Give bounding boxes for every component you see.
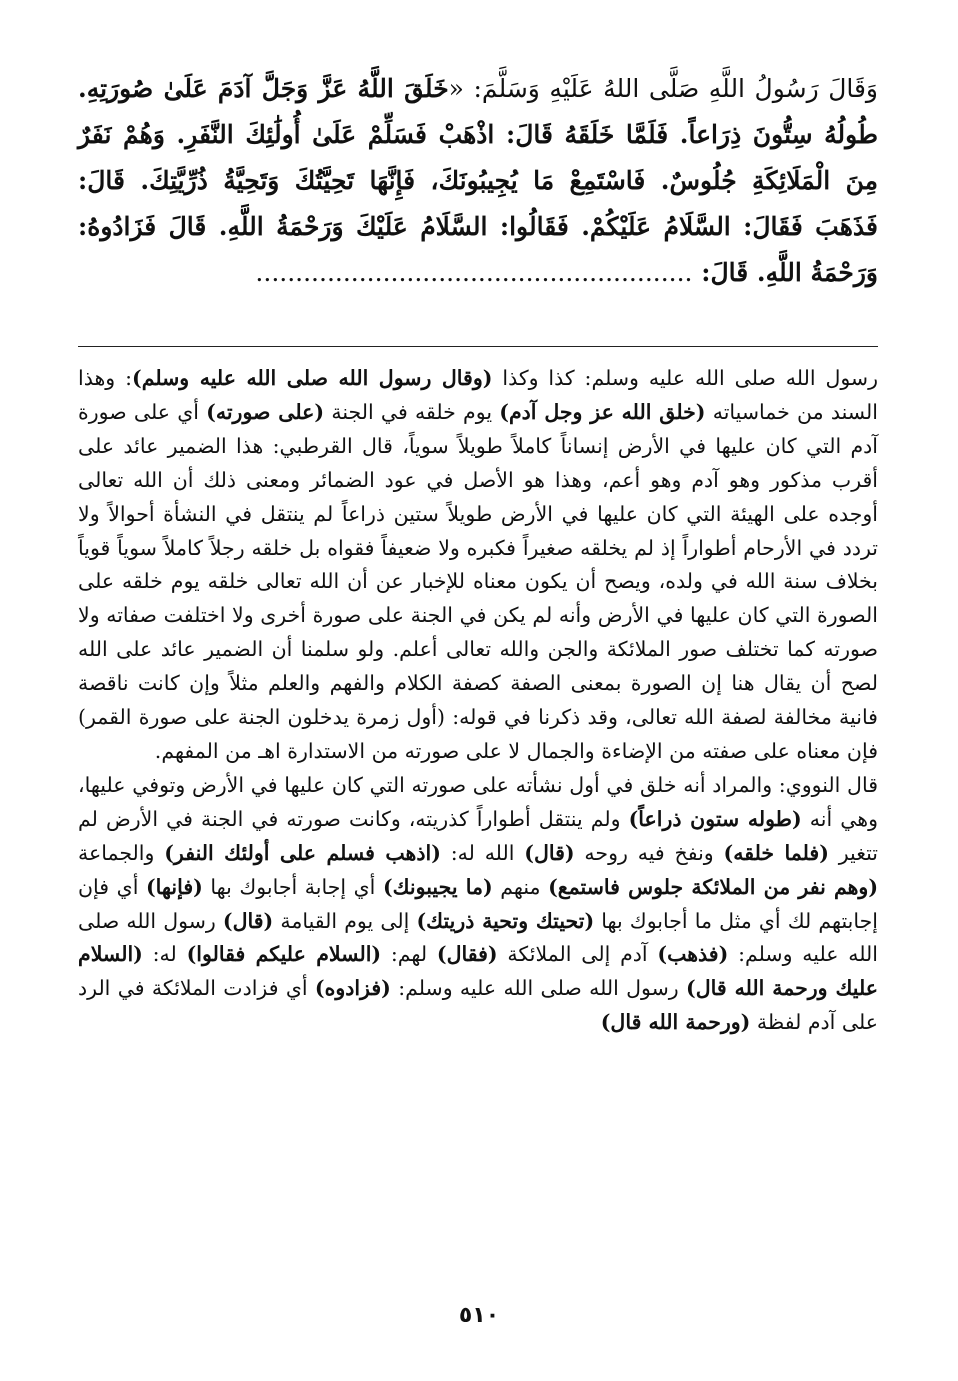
commentary-text: أي على صورة آدم التي كان عليها في الأرض إنساناً كاملاً طويلاً سوياً، قال القرطبي: هذا الضمير عائد على أقرب مذكور وهو آدم وهو أعم، وهذا هو الأصل في عود الضمائر ومعنى ذلك أن الله تعالى أوجده على الهيئة التي كان عليها في الأرض طويلاً ستين ذراعاً لم ينتقل في النشأة أحوالاً ولا تردد في الأرحام أطواراً إذ لم يخلقه صغيراً فكبره ولا ضعيفاً فقواه بل خلقه رجلاً كاملاً سوياً قوياً بخلاف سنة الله في ولده، ويصح أن يكون معناه للإخبار عن أن الله تعالى خلقه يوم خلقه على الصورة التي كان عليها في الأرض وأنه لم يكن في الجنة على صورة أخرى ولا اختلفت صفاته ولا صورته كما تختلف صور الملائكة والجن والله تعالى أعلم. ولو سلمنا أن الضمير عائد على الله لصح أن يقال هنا إن الصورة بمعنى الصفة كصفة الكلام والفهم والعلم مثلاً وإن كانت ناقصة فانية مخالفة لصفة الله تعالى، وقد ذكرنا في قوله: (أول زمرة يدخلون الجنة على صورة القمر) فإن معناه على صفته من الإضاءة والجمال لا على صورته من الاستدارة اهـ من المفهم. xyxy=(78,399,878,763)
commentary-paragraph-1 xyxy=(78,362,878,769)
quoted-matn-phrase: (على صورته) xyxy=(206,399,325,424)
commentary-paragraph-2 xyxy=(78,769,878,1040)
commentary-text: أي فزادت الملائكة في الرد على آدم لفظة xyxy=(78,976,878,1035)
commentary-text: أي فإن إجابتهم لك أي مثل ما أجابوك بها xyxy=(78,874,878,933)
hadith-intro: وَقَالَ رَسُولُ اللَّهِ صَلَّى اللهُ عَلَيْهِ وَسَلَّمَ: « xyxy=(448,74,878,103)
quoted-matn-phrase: (السلام عليكم فقالوا) xyxy=(186,942,382,967)
commentary-text: رسول الله صلى الله عليه وسلم: xyxy=(78,908,878,967)
quoted-matn-phrase: (وهم نفر من الملائكة جلوس فاستمع) xyxy=(548,874,879,899)
commentary-text: قال النووي: والمراد أنه خلق في أول نشأته على صورته التي كان عليها في الأرض وتوفي عليها، وهي أنه xyxy=(78,772,878,831)
hadith-text-block xyxy=(78,66,878,296)
quoted-matn-phrase: (السلام عليك ورحمة الله قال) xyxy=(78,942,878,1001)
quoted-matn-phrase: (فلما خلقه) xyxy=(723,840,829,865)
quoted-matn-phrase: (قال) xyxy=(524,840,575,865)
commentary-text: آدم إلى الملائكة xyxy=(497,942,658,967)
quoted-matn-phrase: (ورحمة الله قال) xyxy=(600,1010,751,1035)
commentary-block xyxy=(78,362,878,1040)
quoted-matn-phrase: (ما يجيبونك) xyxy=(382,874,493,899)
quoted-matn-phrase: (تحيتك وتحية ذريتك) xyxy=(416,908,595,933)
quoted-matn-phrase: (قال) xyxy=(222,908,274,933)
commentary-text: ونفخ فيه روحه xyxy=(574,840,724,865)
quoted-matn-phrase: (وقال رسول الله صلى الله عليه وسلم) xyxy=(132,366,493,390)
quoted-matn-phrase: (فقال) xyxy=(436,942,498,967)
commentary-text: ولم ينتقل أطواراً كذريته، وكانت صورته في الجنة في الأرض لم تتغير xyxy=(78,806,879,865)
quoted-matn-phrase: (اذهب فسلم على أولئك النفر) xyxy=(164,840,441,865)
commentary-text: رسول الله صلى الله عليه وسلم: كذا وكذا xyxy=(492,366,879,390)
commentary-text: منهم xyxy=(492,874,549,899)
commentary-text: أي إجابة أجابوك بها xyxy=(202,874,383,899)
commentary-text: يوم خلقه في الجنة xyxy=(324,399,500,424)
quoted-matn-phrase: (خلق الله عز وجل آدم) xyxy=(499,399,706,424)
commentary-text: رسول الله صلى الله عليه وسلم: xyxy=(390,976,686,1001)
footnote-divider xyxy=(78,346,878,347)
commentary-text: لهم: xyxy=(381,942,437,967)
commentary-text: والجماعة xyxy=(78,840,165,865)
hadith-body: خَلَقَ اللَّهُ عَزَّ وَجَلَّ آدَمَ عَلَىٰ صُورَتِهِ. طُولُهُ سِتُّونَ ذِرَاعاً. فَلَمَّا خَلَقَهُ قَالَ: اذْهَبْ فَسَلِّمْ عَلَىٰ أُولَٰئِكَ النَّفَرِ. وَهُمْ نَفَرٌ مِنَ الْمَلَائِكَةِ جُلُوسٌ. فَاسْتَمِعْ مَا يُجِيبُونَكَ، فَإِنَّهَا تَحِيَّتُكَ وَتَحِيَّةُ ذُرِّيَّتِكَ. قَالَ: فَذَهَبَ فَقَالَ: السَّلَامُ عَلَيْكُمْ. فَقَالُوا: السَّلَامُ عَلَيْكَ وَرَحْمَةُ اللَّهِ. قَالَ فَزَادُوهُ: وَرَحْمَةُ اللَّهِ. قَالَ: xyxy=(78,74,878,287)
quoted-matn-phrase: (فزادوه) xyxy=(314,976,391,1001)
quoted-matn-phrase: (فإنها) xyxy=(145,874,203,899)
quoted-matn-phrase: (طوله ستون ذراعاً) xyxy=(628,806,802,831)
hadith-ellipsis: ....................................................... xyxy=(255,258,693,287)
commentary-text: إلى يوم القيامة xyxy=(273,908,417,933)
commentary-text: الله له: xyxy=(440,840,525,865)
page-number: ٥١٠ xyxy=(458,1303,500,1328)
commentary-text: له: xyxy=(142,942,187,967)
hadith-matn xyxy=(78,66,878,296)
commentary-text: : وهذا السند من خماسياته xyxy=(78,366,878,424)
quoted-matn-phrase: (فذهب) xyxy=(657,942,729,967)
